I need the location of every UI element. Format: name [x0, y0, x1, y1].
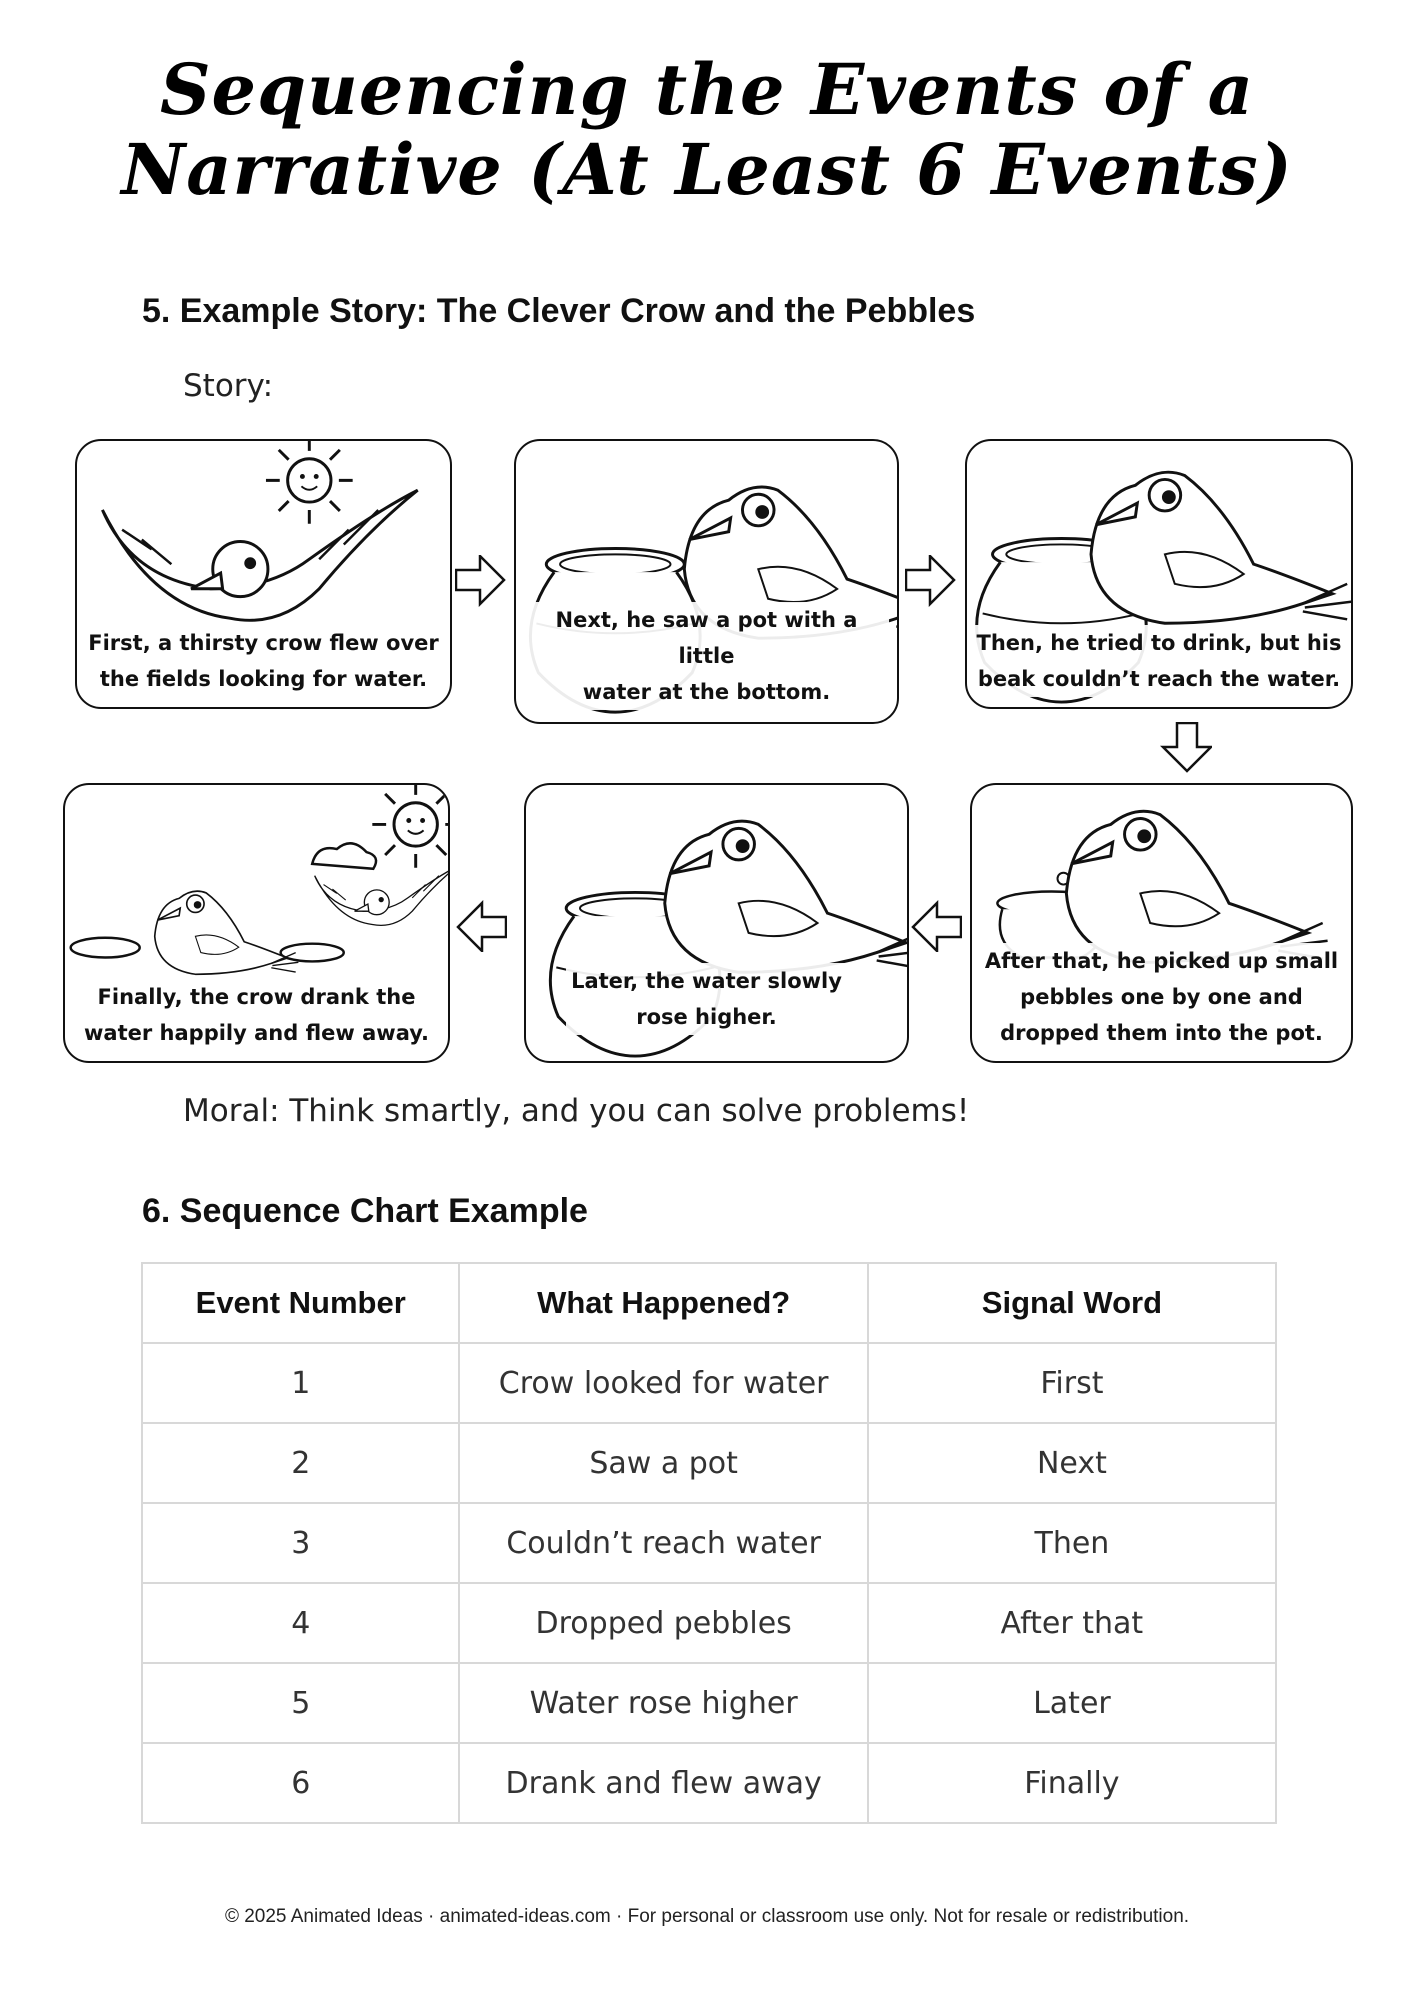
table-row [142, 1583, 1276, 1663]
event-number-cell: 6 [142, 1743, 459, 1823]
caption-line: the fields looking for water. [99, 667, 428, 691]
caption-line: Finally, the crow drank the [97, 985, 416, 1009]
caption-line: First, a thirsty crow flew over [88, 631, 439, 655]
caption-line: pebbles one by one and [1020, 985, 1303, 1009]
event-number-cell: 3 [142, 1503, 459, 1583]
caption-line: rose higher. [636, 1005, 777, 1029]
signal-word-cell: Next [868, 1423, 1276, 1503]
what-happened-cell: Saw a pot [459, 1423, 867, 1503]
left-arrow-icon [910, 900, 962, 952]
story-panel-1 [75, 439, 452, 709]
story-label: Story: [183, 368, 274, 404]
event-number-cell: 2 [142, 1423, 459, 1503]
story-panel-2 [514, 439, 899, 724]
story-panel-3 [965, 439, 1353, 709]
table-row [142, 1503, 1276, 1583]
signal-word-cell: Finally [868, 1743, 1276, 1823]
sequence-chart-table [141, 1262, 1277, 1824]
signal-word-cell: After that [868, 1583, 1276, 1663]
table-row [142, 1423, 1276, 1503]
down-arrow-icon [1160, 722, 1212, 774]
caption-line: Then, he tried to drink, but his [976, 631, 1342, 655]
event-number-cell: 4 [142, 1583, 459, 1663]
column-header: What Happened? [459, 1263, 867, 1343]
table-row [142, 1343, 1276, 1423]
story-panel-3-caption [975, 625, 1343, 697]
what-happened-cell: Couldn’t reach water [459, 1503, 867, 1583]
caption-line: beak couldn’t reach the water. [977, 667, 1341, 691]
right-arrow-icon [905, 555, 957, 607]
page-title [0, 50, 1414, 210]
story-panel-1-caption [85, 625, 442, 697]
what-happened-cell: Crow looked for water [459, 1343, 867, 1423]
page-title-line-1: Sequencing the Events of a [159, 48, 1254, 131]
caption-line: Next, he saw a pot with a little [555, 608, 858, 668]
section-6-heading: 6. Sequence Chart Example [142, 1192, 588, 1230]
table-row [142, 1743, 1276, 1823]
copyright-footer: © 2025 Animated Ideas · animated-ideas.com · For personal or classroom use only. Not for resale or redistribution. [224, 1906, 1190, 1927]
story-panel-5 [524, 783, 909, 1063]
caption-line: After that, he picked up small [984, 949, 1339, 973]
story-panel-5-caption [566, 963, 847, 1035]
caption-line: water happily and flew away. [84, 1021, 429, 1045]
signal-word-cell: First [868, 1343, 1276, 1423]
story-panel-4 [970, 783, 1353, 1063]
story-moral: Moral: Think smartly, and you can solve problems! [183, 1093, 970, 1129]
section-5-heading: 5. Example Story: The Clever Crow and the Pebbles [142, 292, 976, 330]
story-panel-6 [63, 783, 450, 1063]
left-arrow-icon [455, 900, 507, 952]
event-number-cell: 1 [142, 1343, 459, 1423]
column-header: Event Number [142, 1263, 459, 1343]
what-happened-cell: Dropped pebbles [459, 1583, 867, 1663]
story-panel-6-caption [73, 979, 440, 1051]
column-header: Signal Word [868, 1263, 1276, 1343]
caption-line: water at the bottom. [582, 680, 831, 704]
story-panel-4-caption [980, 943, 1343, 1051]
page-title-line-2: Narrative (At Least 6 Events) [121, 128, 1293, 211]
caption-line: Later, the water slowly [571, 969, 842, 993]
table-header-row [142, 1263, 1276, 1343]
signal-word-cell: Later [868, 1663, 1276, 1743]
signal-word-cell: Then [868, 1503, 1276, 1583]
caption-line: dropped them into the pot. [1000, 1021, 1323, 1045]
what-happened-cell: Drank and flew away [459, 1743, 867, 1823]
what-happened-cell: Water rose higher [459, 1663, 867, 1743]
table-row [142, 1663, 1276, 1743]
right-arrow-icon [455, 555, 507, 607]
event-number-cell: 5 [142, 1663, 459, 1743]
story-panel-2-caption [524, 602, 889, 710]
